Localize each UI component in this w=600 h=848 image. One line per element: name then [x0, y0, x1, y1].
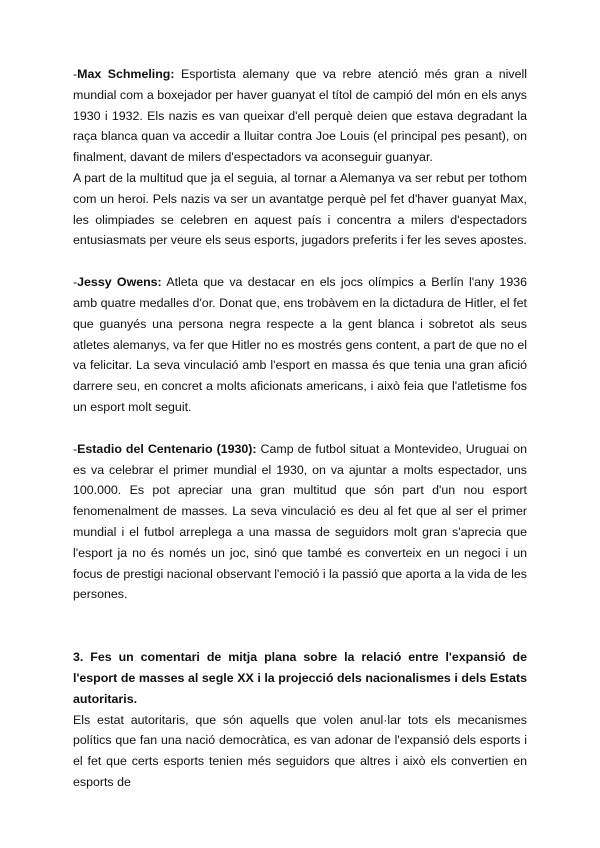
document-page [73, 64, 527, 793]
spacer [73, 251, 527, 272]
paragraph-estadio-centenario [73, 439, 527, 605]
question-answer: Els estat autoritaris, que són aquells que volen anul·lar tots els mecanismes polítics que fan una nació democràtica, es van adonar de l'expansió dels esports i el fet que certs esports tenien més seguidors que altres i això els convertien en esports de [73, 712, 527, 789]
paragraph-text: Atleta que va destacar en els jocs olímpics a Berlín l'any 1936 amb quatre medalles d'or. Donat que, ens trobàvem en la dictadura de Hitler, el fet que guanyés una persona negra respecte a la gent blanca i sobretot als seus atletes alemanys, va fer que Hitler no es mostrés gens content, a part de que no el va felicitar. La seva vinculació amb l'esport en massa és que tenia una gran afició darrere seu, en concret a molts aficionats americans, i això feia que l'atletisme fos un esport molt seguit. [73, 275, 527, 414]
paragraph-max-schmeling [73, 64, 527, 168]
list-dash: - [73, 275, 78, 290]
term-jessy-owens: Jessy Owens: [77, 275, 162, 290]
paragraph-jessy-owens [73, 272, 527, 418]
paragraph-text: Esportista alemany que va rebre atenció més gran a nivell mundial com a boxejador per haver guanyat el títol de campió del món en els anys 1930 i 1932. Els nazis es van queixar d'ell perquè deien que estava degradant la raça blanca quan va accedir a lluitar contra Joe Louis (el principal pes pesant), on finalment, davant de milers d'espectadors va aconseguir guanyar. [73, 67, 528, 165]
term-estadio-centenario: Estadio del Centenario (1930): [77, 441, 257, 456]
term-max-schmeling: Max Schmeling: [77, 67, 175, 81]
list-dash: - [73, 441, 78, 456]
spacer [73, 418, 527, 439]
list-dash: - [73, 67, 78, 81]
paragraph-text: Camp de futbol situat a Montevideo, Uruguai on es va celebrar el primer mundial el 1930, on va ajuntar a molts espectador, uns 100.000. Es pot apreciar una gran multitud que són part d'un nou esport fenomenalment de masses. La seva vinculació es deu al fet que al ser el primer mundial i el futbol arreplega a una massa de seguidors molt gran s'aprecia que l'esport ja no és només un joc, sinó que també es converteix en un negoci i un focus de prestigi nacional observant l'emoció i la passió que aporta a la vida de les persones. [73, 441, 527, 602]
question-heading: 3. Fes un comentari de mitja plana sobre la relació entre l'expansió de l'esport de masses al segle XX i la projecció dels nacionalismes i dels Estats autoritaris. [73, 650, 527, 706]
spacer [73, 605, 527, 647]
paragraph-max-schmeling-continued: A part de la multitud que ja el seguia, al tornar a Alemanya va ser rebut per tothom com un heroi. Pels nazis va ser un avantatge perquè pel fet d'haver guanyat Max, les olimpiades se celebren en aquest país i concentra a milers d'espectadors entusiasmats per veure els seus esports, jugadors preferits i fer les seves apostes. [73, 170, 527, 248]
